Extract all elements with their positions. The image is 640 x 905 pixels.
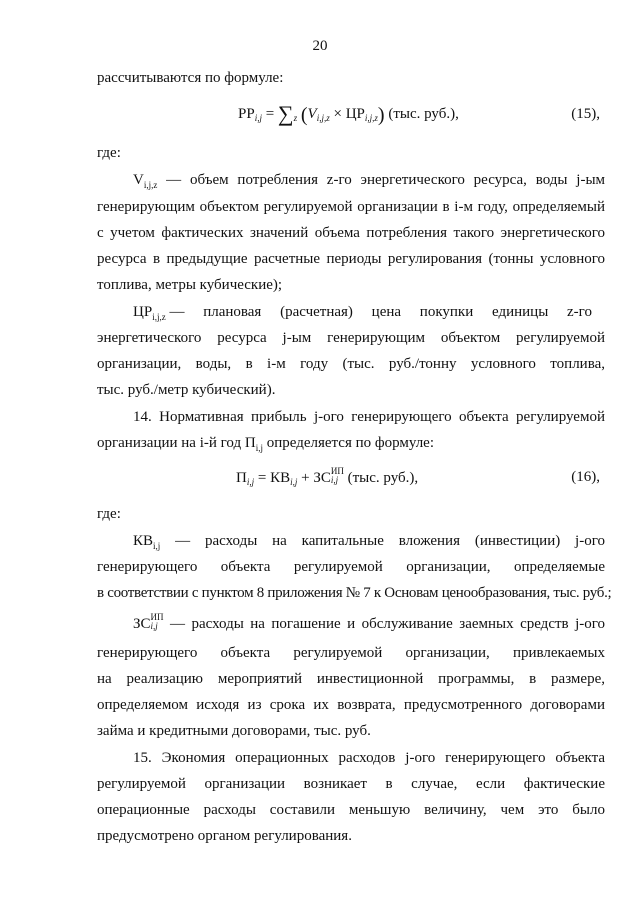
text-line: где:	[97, 506, 121, 522]
formula-16-number: (16),	[571, 469, 600, 485]
text-line: генерирующим объектом регулируемой организации в i-м году, определяемый	[97, 199, 605, 215]
sum-sub: z	[293, 113, 298, 123]
formula-times: ×	[333, 106, 342, 122]
text-line	[133, 302, 605, 327]
text-fragment: — расходы на погашение и обслуживание заемных средств j-ого	[170, 616, 606, 632]
formula-kv: КВ	[270, 470, 291, 486]
text-line: с учетом фактических значений объема потребления такого энергетического	[97, 225, 605, 241]
text-fragment: определяется по формуле:	[262, 435, 435, 451]
symbol-v-main: V	[133, 172, 144, 188]
text-line: тыс. руб./метр кубический).	[97, 382, 276, 398]
text-fragment: — расходы на капитальные вложения (инвестиции) j-ого	[175, 533, 605, 549]
formula-plus: +	[301, 470, 310, 486]
text-line	[133, 613, 605, 634]
text-line: энергетического ресурса j-ым генерирующим объектом регулируемой	[97, 330, 605, 346]
formula-zs-sup: ИП	[330, 466, 344, 476]
formula-lhs-sub: i,j	[246, 477, 255, 487]
formula-cr: ЦР	[345, 106, 365, 122]
symbol-p-sub: i,j	[255, 443, 263, 453]
symbol-v	[133, 172, 157, 188]
formula-v-sub: i,j,z	[316, 113, 330, 123]
text-line: топлива, метры кубические);	[97, 277, 283, 293]
symbol-v-sub: i,j,z	[143, 180, 158, 190]
text-fragment: — объем потребления z-го энергетического ресурса, воды j-ым	[166, 172, 606, 188]
symbol-cr-sub: i,j,z	[152, 312, 166, 322]
text-line: организации, воды, в i-м году (тыс. руб./тонну условного топлива,	[97, 356, 605, 372]
text-line: 15. Экономия операционных расходов j-ого генерирующего объекта	[133, 750, 605, 766]
text-line: предусмотрено органом регулирования.	[97, 828, 352, 844]
page-number: 20	[312, 38, 328, 54]
formula-zs-sub: i,j	[330, 475, 339, 485]
symbol-cr	[133, 304, 166, 320]
symbol-zs-main: ЗС	[133, 616, 151, 632]
formula-lhs: П	[236, 470, 247, 486]
paren-close: )	[377, 104, 385, 126]
symbol-zs	[133, 612, 164, 632]
formula-unit: (тыс. руб.),	[388, 106, 459, 122]
formula-eq: =	[257, 470, 267, 486]
text-line: на реализацию мероприятий инвестиционной программы, в размере,	[97, 671, 605, 687]
text-line: регулируемой организации возникает в случае, если фактические	[97, 776, 605, 792]
formula-zs-scripts	[331, 467, 344, 485]
symbol-zs-sup: ИП	[150, 612, 164, 622]
formula-v: V	[307, 106, 317, 122]
formula-lhs: РР	[238, 106, 255, 122]
text-fragment: организации на i-й год П	[97, 435, 256, 451]
symbol-kv	[133, 533, 160, 549]
formula-kv-sub: i,j	[290, 477, 298, 487]
text-line: рассчитываются по формуле:	[97, 70, 284, 86]
formula-cr-sub: i,j,z	[364, 113, 378, 123]
text-line	[97, 433, 605, 458]
text-line: операционные расходы составили меньшую величину, чем это было	[97, 802, 605, 818]
symbol-zs-scripts	[151, 613, 164, 631]
symbol-cr-main: ЦР	[133, 304, 153, 320]
text-line: где:	[97, 145, 121, 161]
sum-symbol: ∑	[277, 101, 294, 126]
formula-unit: (тыс. руб.),	[347, 470, 419, 486]
symbol-kv-sub: i,j	[153, 541, 161, 551]
symbol-kv-main: КВ	[133, 533, 154, 549]
formula-lhs-sub: i,j	[254, 113, 262, 123]
text-line: определяемом исходя из срока их возврата, предусмотренного договорами	[97, 697, 605, 713]
paren-open: (	[300, 104, 308, 126]
text-line: ресурса в предыдущие расчетные периоды регулирования (тонны условного	[97, 251, 605, 267]
text-fragment: — плановая (расчетная) цена покупки единицы z-го	[169, 304, 592, 320]
text-line: генерирующего объекта регулируемой организации, определяемые	[97, 559, 605, 575]
text-line	[133, 531, 605, 556]
formula-eq: =	[265, 106, 275, 122]
formula-zs: ЗС	[313, 470, 331, 486]
text-line: займа и кредитными договорами, тыс. руб.	[97, 723, 371, 739]
text-line: 14. Нормативная прибыль j-ого генерирующего объекта регулируемой	[133, 409, 605, 425]
formula-15	[238, 101, 459, 128]
formula-15-number: (15),	[571, 106, 600, 122]
symbol-zs-sub: i,j	[150, 621, 158, 631]
formula-16	[236, 467, 418, 492]
text-line: генерирующего объекта регулируемой организации, привлекаемых	[97, 645, 605, 661]
text-line: в соответствии с пунктом 8 приложения № 7 к Основам ценообразования, тыс. руб.;	[97, 585, 612, 601]
text-line	[133, 170, 605, 195]
